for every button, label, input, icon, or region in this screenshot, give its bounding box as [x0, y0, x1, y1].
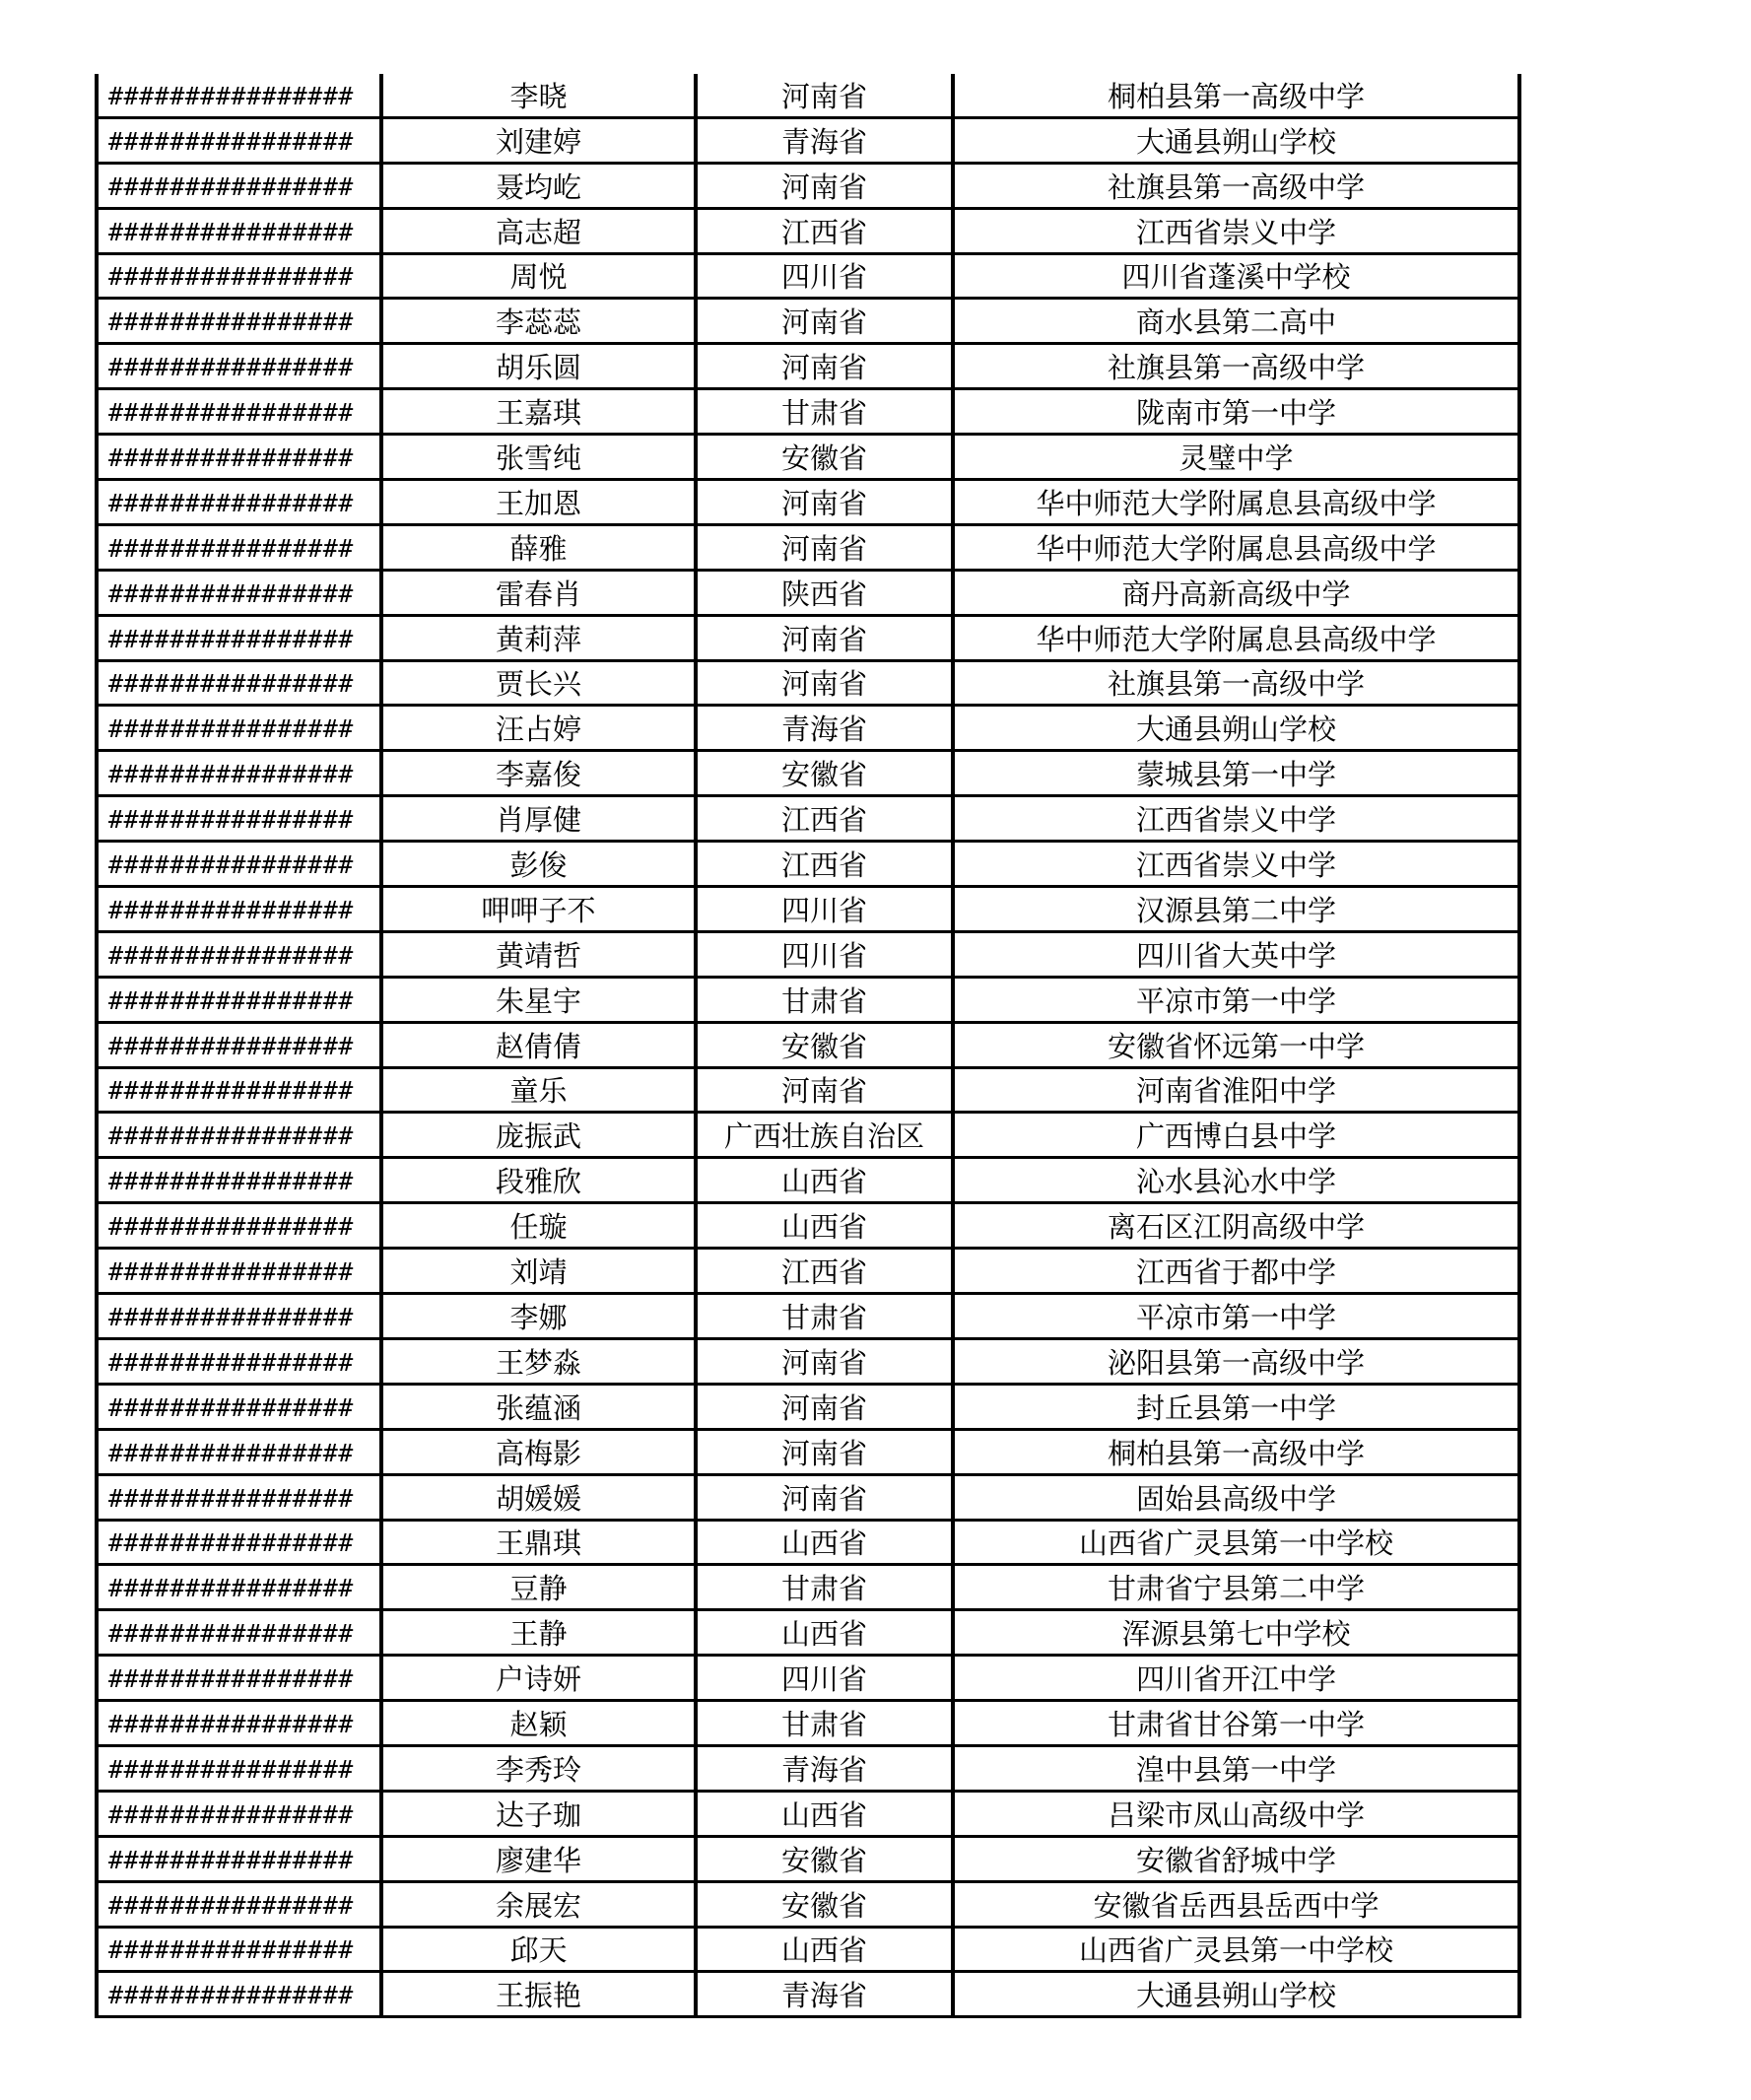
table-row	[97, 1972, 1519, 2017]
student-roster-table	[95, 74, 1521, 2018]
school-cell: 浑源县第七中学校	[953, 1610, 1519, 1656]
name-cell: 王梦淼	[381, 1338, 696, 1384]
name-cell: 王加恩	[381, 480, 696, 525]
id-cell: ################	[97, 389, 381, 435]
id-cell: ################	[97, 887, 381, 932]
id-cell: ################	[97, 1203, 381, 1249]
province-cell: 广西壮族自治区	[696, 1113, 953, 1158]
province-cell: 江西省	[696, 208, 953, 253]
id-cell: ################	[97, 1113, 381, 1158]
table-row	[97, 1610, 1519, 1656]
id-cell: ################	[97, 1565, 381, 1610]
table-row	[97, 1113, 1519, 1158]
school-cell: 大通县朔山学校	[953, 117, 1519, 163]
table-row	[97, 1656, 1519, 1701]
school-cell: 山西省广灵县第一中学校	[953, 1520, 1519, 1565]
province-cell: 安徽省	[696, 751, 953, 796]
roster-table-body	[97, 74, 1519, 2017]
name-cell: 户诗妍	[381, 1656, 696, 1701]
province-cell: 安徽省	[696, 435, 953, 480]
table-row	[97, 1701, 1519, 1746]
school-cell: 灵璧中学	[953, 435, 1519, 480]
name-cell: 王嘉琪	[381, 389, 696, 435]
id-cell: ################	[97, 435, 381, 480]
school-cell: 山西省广灵县第一中学校	[953, 1927, 1519, 1972]
province-cell: 河南省	[696, 163, 953, 208]
table-row	[97, 344, 1519, 389]
province-cell: 青海省	[696, 1745, 953, 1791]
province-cell: 安徽省	[696, 1022, 953, 1067]
province-cell: 山西省	[696, 1158, 953, 1203]
province-cell: 河南省	[696, 1429, 953, 1474]
id-cell: ################	[97, 1701, 381, 1746]
province-cell: 四川省	[696, 253, 953, 299]
name-cell: 段雅欣	[381, 1158, 696, 1203]
school-cell: 安徽省岳西县岳西中学	[953, 1881, 1519, 1927]
id-cell: ################	[97, 977, 381, 1022]
table-row	[97, 931, 1519, 977]
name-cell: 李嘉俊	[381, 751, 696, 796]
school-cell: 社旗县第一高级中学	[953, 344, 1519, 389]
province-cell: 河南省	[696, 299, 953, 344]
table-row	[97, 1158, 1519, 1203]
province-cell: 安徽省	[696, 1881, 953, 1927]
school-cell: 桐柏县第一高级中学	[953, 1429, 1519, 1474]
table-row	[97, 1249, 1519, 1294]
table-row	[97, 796, 1519, 842]
table-row	[97, 163, 1519, 208]
name-cell: 朱星宇	[381, 977, 696, 1022]
table-row	[97, 977, 1519, 1022]
name-cell: 聂均屹	[381, 163, 696, 208]
id-cell: ################	[97, 74, 381, 117]
name-cell: 刘靖	[381, 1249, 696, 1294]
name-cell: 汪占婷	[381, 706, 696, 751]
name-cell: 李晓	[381, 74, 696, 117]
province-cell: 甘肃省	[696, 1701, 953, 1746]
roster-sheet	[95, 74, 1517, 2018]
name-cell: 胡乐圆	[381, 344, 696, 389]
table-row	[97, 524, 1519, 570]
school-cell: 江西省崇义中学	[953, 796, 1519, 842]
school-cell: 封丘县第一中学	[953, 1384, 1519, 1429]
id-cell: ################	[97, 1745, 381, 1791]
table-row	[97, 1745, 1519, 1791]
school-cell: 商丹高新高级中学	[953, 570, 1519, 615]
table-row	[97, 480, 1519, 525]
province-cell: 青海省	[696, 706, 953, 751]
table-row	[97, 615, 1519, 660]
school-cell: 河南省淮阳中学	[953, 1067, 1519, 1113]
id-cell: ################	[97, 253, 381, 299]
name-cell: 高志超	[381, 208, 696, 253]
id-cell: ################	[97, 1294, 381, 1339]
province-cell: 山西省	[696, 1927, 953, 1972]
province-cell: 陕西省	[696, 570, 953, 615]
province-cell: 河南省	[696, 615, 953, 660]
name-cell: 张蕴涵	[381, 1384, 696, 1429]
table-row	[97, 1022, 1519, 1067]
id-cell: ################	[97, 931, 381, 977]
school-cell: 甘肃省甘谷第一中学	[953, 1701, 1519, 1746]
province-cell: 河南省	[696, 480, 953, 525]
table-row	[97, 1927, 1519, 1972]
id-cell: ################	[97, 615, 381, 660]
name-cell: 李秀玲	[381, 1745, 696, 1791]
id-cell: ################	[97, 299, 381, 344]
id-cell: ################	[97, 1610, 381, 1656]
table-row	[97, 1294, 1519, 1339]
school-cell: 安徽省舒城中学	[953, 1836, 1519, 1881]
school-cell: 沁水县沁水中学	[953, 1158, 1519, 1203]
id-cell: ################	[97, 1338, 381, 1384]
province-cell: 甘肃省	[696, 1294, 953, 1339]
school-cell: 固始县高级中学	[953, 1474, 1519, 1520]
province-cell: 河南省	[696, 344, 953, 389]
school-cell: 四川省蓬溪中学校	[953, 253, 1519, 299]
name-cell: 李娜	[381, 1294, 696, 1339]
id-cell: ################	[97, 1836, 381, 1881]
school-cell: 吕梁市凤山高级中学	[953, 1791, 1519, 1836]
school-cell: 大通县朔山学校	[953, 706, 1519, 751]
province-cell: 甘肃省	[696, 977, 953, 1022]
province-cell: 四川省	[696, 1656, 953, 1701]
id-cell: ################	[97, 163, 381, 208]
name-cell: 王静	[381, 1610, 696, 1656]
school-cell: 华中师范大学附属息县高级中学	[953, 524, 1519, 570]
table-row	[97, 1565, 1519, 1610]
name-cell: 童乐	[381, 1067, 696, 1113]
school-cell: 安徽省怀远第一中学	[953, 1022, 1519, 1067]
province-cell: 江西省	[696, 1249, 953, 1294]
school-cell: 平凉市第一中学	[953, 1294, 1519, 1339]
id-cell: ################	[97, 1249, 381, 1294]
school-cell: 大通县朔山学校	[953, 1972, 1519, 2017]
name-cell: 刘建婷	[381, 117, 696, 163]
school-cell: 平凉市第一中学	[953, 977, 1519, 1022]
school-cell: 蒙城县第一中学	[953, 751, 1519, 796]
id-cell: ################	[97, 1791, 381, 1836]
id-cell: ################	[97, 706, 381, 751]
id-cell: ################	[97, 570, 381, 615]
id-cell: ################	[97, 1972, 381, 2017]
table-row	[97, 1384, 1519, 1429]
table-row	[97, 299, 1519, 344]
id-cell: ################	[97, 524, 381, 570]
school-cell: 湟中县第一中学	[953, 1745, 1519, 1791]
name-cell: 贾长兴	[381, 660, 696, 706]
name-cell: 任璇	[381, 1203, 696, 1249]
table-row	[97, 570, 1519, 615]
province-cell: 山西省	[696, 1791, 953, 1836]
province-cell: 甘肃省	[696, 389, 953, 435]
name-cell: 赵倩倩	[381, 1022, 696, 1067]
name-cell: 呷呷子不	[381, 887, 696, 932]
id-cell: ################	[97, 796, 381, 842]
id-cell: ################	[97, 344, 381, 389]
table-row	[97, 1791, 1519, 1836]
id-cell: ################	[97, 208, 381, 253]
province-cell: 青海省	[696, 1972, 953, 2017]
school-cell: 江西省崇义中学	[953, 842, 1519, 887]
id-cell: ################	[97, 480, 381, 525]
name-cell: 达子珈	[381, 1791, 696, 1836]
id-cell: ################	[97, 1384, 381, 1429]
province-cell: 山西省	[696, 1520, 953, 1565]
name-cell: 邱天	[381, 1927, 696, 1972]
id-cell: ################	[97, 1158, 381, 1203]
name-cell: 张雪纯	[381, 435, 696, 480]
school-cell: 甘肃省宁县第二中学	[953, 1565, 1519, 1610]
school-cell: 华中师范大学附属息县高级中学	[953, 480, 1519, 525]
table-row	[97, 887, 1519, 932]
table-row	[97, 1836, 1519, 1881]
province-cell: 江西省	[696, 842, 953, 887]
name-cell: 赵颖	[381, 1701, 696, 1746]
name-cell: 廖建华	[381, 1836, 696, 1881]
name-cell: 肖厚健	[381, 796, 696, 842]
id-cell: ################	[97, 842, 381, 887]
school-cell: 泌阳县第一高级中学	[953, 1338, 1519, 1384]
province-cell: 河南省	[696, 1384, 953, 1429]
school-cell: 华中师范大学附属息县高级中学	[953, 615, 1519, 660]
school-cell: 离石区江阴高级中学	[953, 1203, 1519, 1249]
province-cell: 甘肃省	[696, 1565, 953, 1610]
name-cell: 雷春肖	[381, 570, 696, 615]
province-cell: 青海省	[696, 117, 953, 163]
name-cell: 高梅影	[381, 1429, 696, 1474]
name-cell: 薛雅	[381, 524, 696, 570]
province-cell: 河南省	[696, 1338, 953, 1384]
province-cell: 安徽省	[696, 1836, 953, 1881]
province-cell: 河南省	[696, 74, 953, 117]
province-cell: 江西省	[696, 796, 953, 842]
table-row	[97, 1474, 1519, 1520]
school-cell: 商水县第二高中	[953, 299, 1519, 344]
id-cell: ################	[97, 1474, 381, 1520]
id-cell: ################	[97, 1520, 381, 1565]
id-cell: ################	[97, 117, 381, 163]
name-cell: 黄莉萍	[381, 615, 696, 660]
school-cell: 社旗县第一高级中学	[953, 660, 1519, 706]
id-cell: ################	[97, 1881, 381, 1927]
table-row	[97, 1338, 1519, 1384]
table-row	[97, 1429, 1519, 1474]
school-cell: 江西省于都中学	[953, 1249, 1519, 1294]
school-cell: 陇南市第一中学	[953, 389, 1519, 435]
name-cell: 周悦	[381, 253, 696, 299]
id-cell: ################	[97, 1927, 381, 1972]
id-cell: ################	[97, 1656, 381, 1701]
name-cell: 彭俊	[381, 842, 696, 887]
id-cell: ################	[97, 660, 381, 706]
table-row	[97, 117, 1519, 163]
school-cell: 江西省崇义中学	[953, 208, 1519, 253]
table-row	[97, 706, 1519, 751]
province-cell: 河南省	[696, 1067, 953, 1113]
id-cell: ################	[97, 1067, 381, 1113]
id-cell: ################	[97, 1429, 381, 1474]
table-row	[97, 74, 1519, 117]
name-cell: 余展宏	[381, 1881, 696, 1927]
table-row	[97, 1067, 1519, 1113]
table-row	[97, 842, 1519, 887]
province-cell: 河南省	[696, 524, 953, 570]
table-row	[97, 253, 1519, 299]
school-cell: 桐柏县第一高级中学	[953, 74, 1519, 117]
province-cell: 河南省	[696, 1474, 953, 1520]
name-cell: 王鼎琪	[381, 1520, 696, 1565]
table-row	[97, 435, 1519, 480]
school-cell: 汉源县第二中学	[953, 887, 1519, 932]
table-row	[97, 1881, 1519, 1927]
table-row	[97, 660, 1519, 706]
school-cell: 广西博白县中学	[953, 1113, 1519, 1158]
school-cell: 社旗县第一高级中学	[953, 163, 1519, 208]
school-cell: 四川省大英中学	[953, 931, 1519, 977]
name-cell: 胡媛媛	[381, 1474, 696, 1520]
province-cell: 河南省	[696, 660, 953, 706]
table-row	[97, 1203, 1519, 1249]
province-cell: 山西省	[696, 1610, 953, 1656]
school-cell: 四川省开江中学	[953, 1656, 1519, 1701]
name-cell: 黄靖哲	[381, 931, 696, 977]
id-cell: ################	[97, 751, 381, 796]
id-cell: ################	[97, 1022, 381, 1067]
province-cell: 山西省	[696, 1203, 953, 1249]
name-cell: 李蕊蕊	[381, 299, 696, 344]
table-row	[97, 389, 1519, 435]
table-row	[97, 751, 1519, 796]
province-cell: 四川省	[696, 931, 953, 977]
name-cell: 王振艳	[381, 1972, 696, 2017]
name-cell: 庞振武	[381, 1113, 696, 1158]
table-row	[97, 208, 1519, 253]
province-cell: 四川省	[696, 887, 953, 932]
table-row	[97, 1520, 1519, 1565]
name-cell: 豆静	[381, 1565, 696, 1610]
